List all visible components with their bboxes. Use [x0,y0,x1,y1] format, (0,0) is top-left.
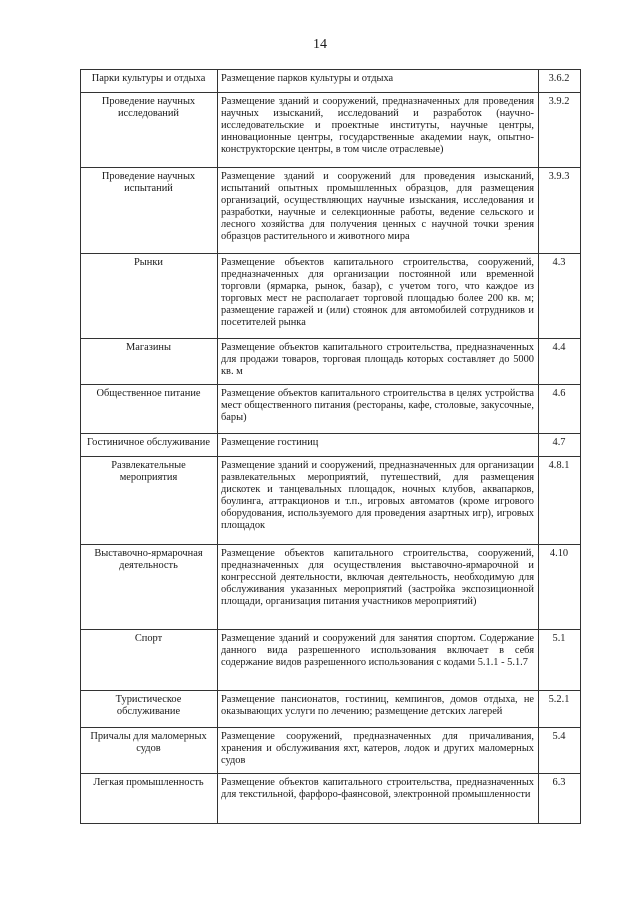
land-use-table [80,69,581,824]
use-type-description: Размещение зданий и сооружений, предназначенных для организации развлекательных мероприятий, путешествий, для размещения дискотек и танцевальных площадок, ночных клубов, аквапарков, боулинга, аттракционов и т.п., игровых автоматов (кроме игрового оборудования, используемого для проведения азартных игр), игровых площадок [218,457,539,545]
use-type-code: 5.2.1 [539,691,581,728]
use-type-code: 5.1 [539,630,581,691]
use-type-name: Гостиничное обслуживание [81,434,218,457]
use-type-description: Размещение сооружений, предназначенных для причаливания, хранения и обслуживания яхт, катеров, лодок и других маломерных судов [218,728,539,774]
use-type-name: Туристическое обслуживание [81,691,218,728]
use-type-description: Размещение гостиниц [218,434,539,457]
table-row [81,93,581,168]
use-type-code: 3.9.3 [539,168,581,254]
use-type-description: Размещение объектов капитального строительства, сооружений, предназначенных для осуществления выставочно-ярмарочной и конгрессной деятельности, включая деятельность, необходимую для обслуживания указанных мероприятий (застройка экспозиционной площади, организация питания участников мероприятий) [218,545,539,630]
table-row [81,385,581,434]
use-type-name: Общественное питание [81,385,218,434]
use-type-description: Размещение пансионатов, гостиниц, кемпингов, домов отдыха, не оказывающих услуги по лечению; размещение детских лагерей [218,691,539,728]
use-type-name: Рынки [81,254,218,339]
use-type-description: Размещение зданий и сооружений для проведения изысканий, испытаний опытных промышленных образцов, для размещения организаций, осуществляющих научные изыскания, исследования и разработки, научные и селекционные работы, ведение сельского и лесного хозяйства для получения ценных с научной точки зрения образцов растительного и животного мира [218,168,539,254]
use-type-description: Размещение объектов капитального строительства, предназначенных для текстильной, фарфоро-фаянсовой, электронной промышленности [218,774,539,824]
table-row [81,254,581,339]
use-type-name: Проведение научных испытаний [81,168,218,254]
table-row [81,457,581,545]
use-type-name: Магазины [81,339,218,385]
use-type-name: Выставочно-ярмарочная деятельность [81,545,218,630]
use-type-name: Парки культуры и отдыха [81,70,218,93]
table-row [81,434,581,457]
use-type-code: 4.6 [539,385,581,434]
use-type-name: Спорт [81,630,218,691]
use-type-description: Размещение зданий и сооружений, предназначенных для проведения научных изысканий, исследований и разработок (научно-исследовательские и проектные институты, научные центры, инновационные центры, государственные академии наук, опытно-конструкторские центры, в том числе отраслевые) [218,93,539,168]
page-number: 14 [313,37,327,52]
use-type-code: 4.8.1 [539,457,581,545]
table-row [81,728,581,774]
table-row [81,691,581,728]
use-type-description: Размещение зданий и сооружений для занятия спортом. Содержание данного вида разрешенного использования включает в себя содержание видов разрешенного использования с кодами 5.1.1 - 5.1.7 [218,630,539,691]
use-type-code: 4.3 [539,254,581,339]
table-row [81,545,581,630]
table-row [81,168,581,254]
use-type-code: 6.3 [539,774,581,824]
table-row [81,339,581,385]
use-type-code: 5.4 [539,728,581,774]
use-type-code: 4.7 [539,434,581,457]
use-type-description: Размещение объектов капитального строительства, предназначенных для продажи товаров, торговая площадь которых составляет до 5000 кв. м [218,339,539,385]
use-type-code: 3.6.2 [539,70,581,93]
use-type-code: 3.9.2 [539,93,581,168]
use-type-name: Легкая промышленность [81,774,218,824]
use-type-description: Размещение объектов капитального строительства, сооружений, предназначенных для организации постоянной или временной торговли (ярмарка, рынок, базар), с учетом того, что каждое из торговых мест не располагает торговой площадью более 200 кв. м; размещение гаражей и (или) стоянок для автомобилей сотрудников и посетителей рынка [218,254,539,339]
table-row [81,630,581,691]
use-type-code: 4.4 [539,339,581,385]
table-row [81,774,581,824]
use-type-name: Развлекательные мероприятия [81,457,218,545]
table-row [81,70,581,93]
use-type-description: Размещение парков культуры и отдыха [218,70,539,93]
use-type-name: Проведение научных исследований [81,93,218,168]
use-type-description: Размещение объектов капитального строительства в целях устройства мест общественного питания (рестораны, кафе, столовые, закусочные, бары) [218,385,539,434]
use-type-code: 4.10 [539,545,581,630]
use-type-name: Причалы для маломерных судов [81,728,218,774]
